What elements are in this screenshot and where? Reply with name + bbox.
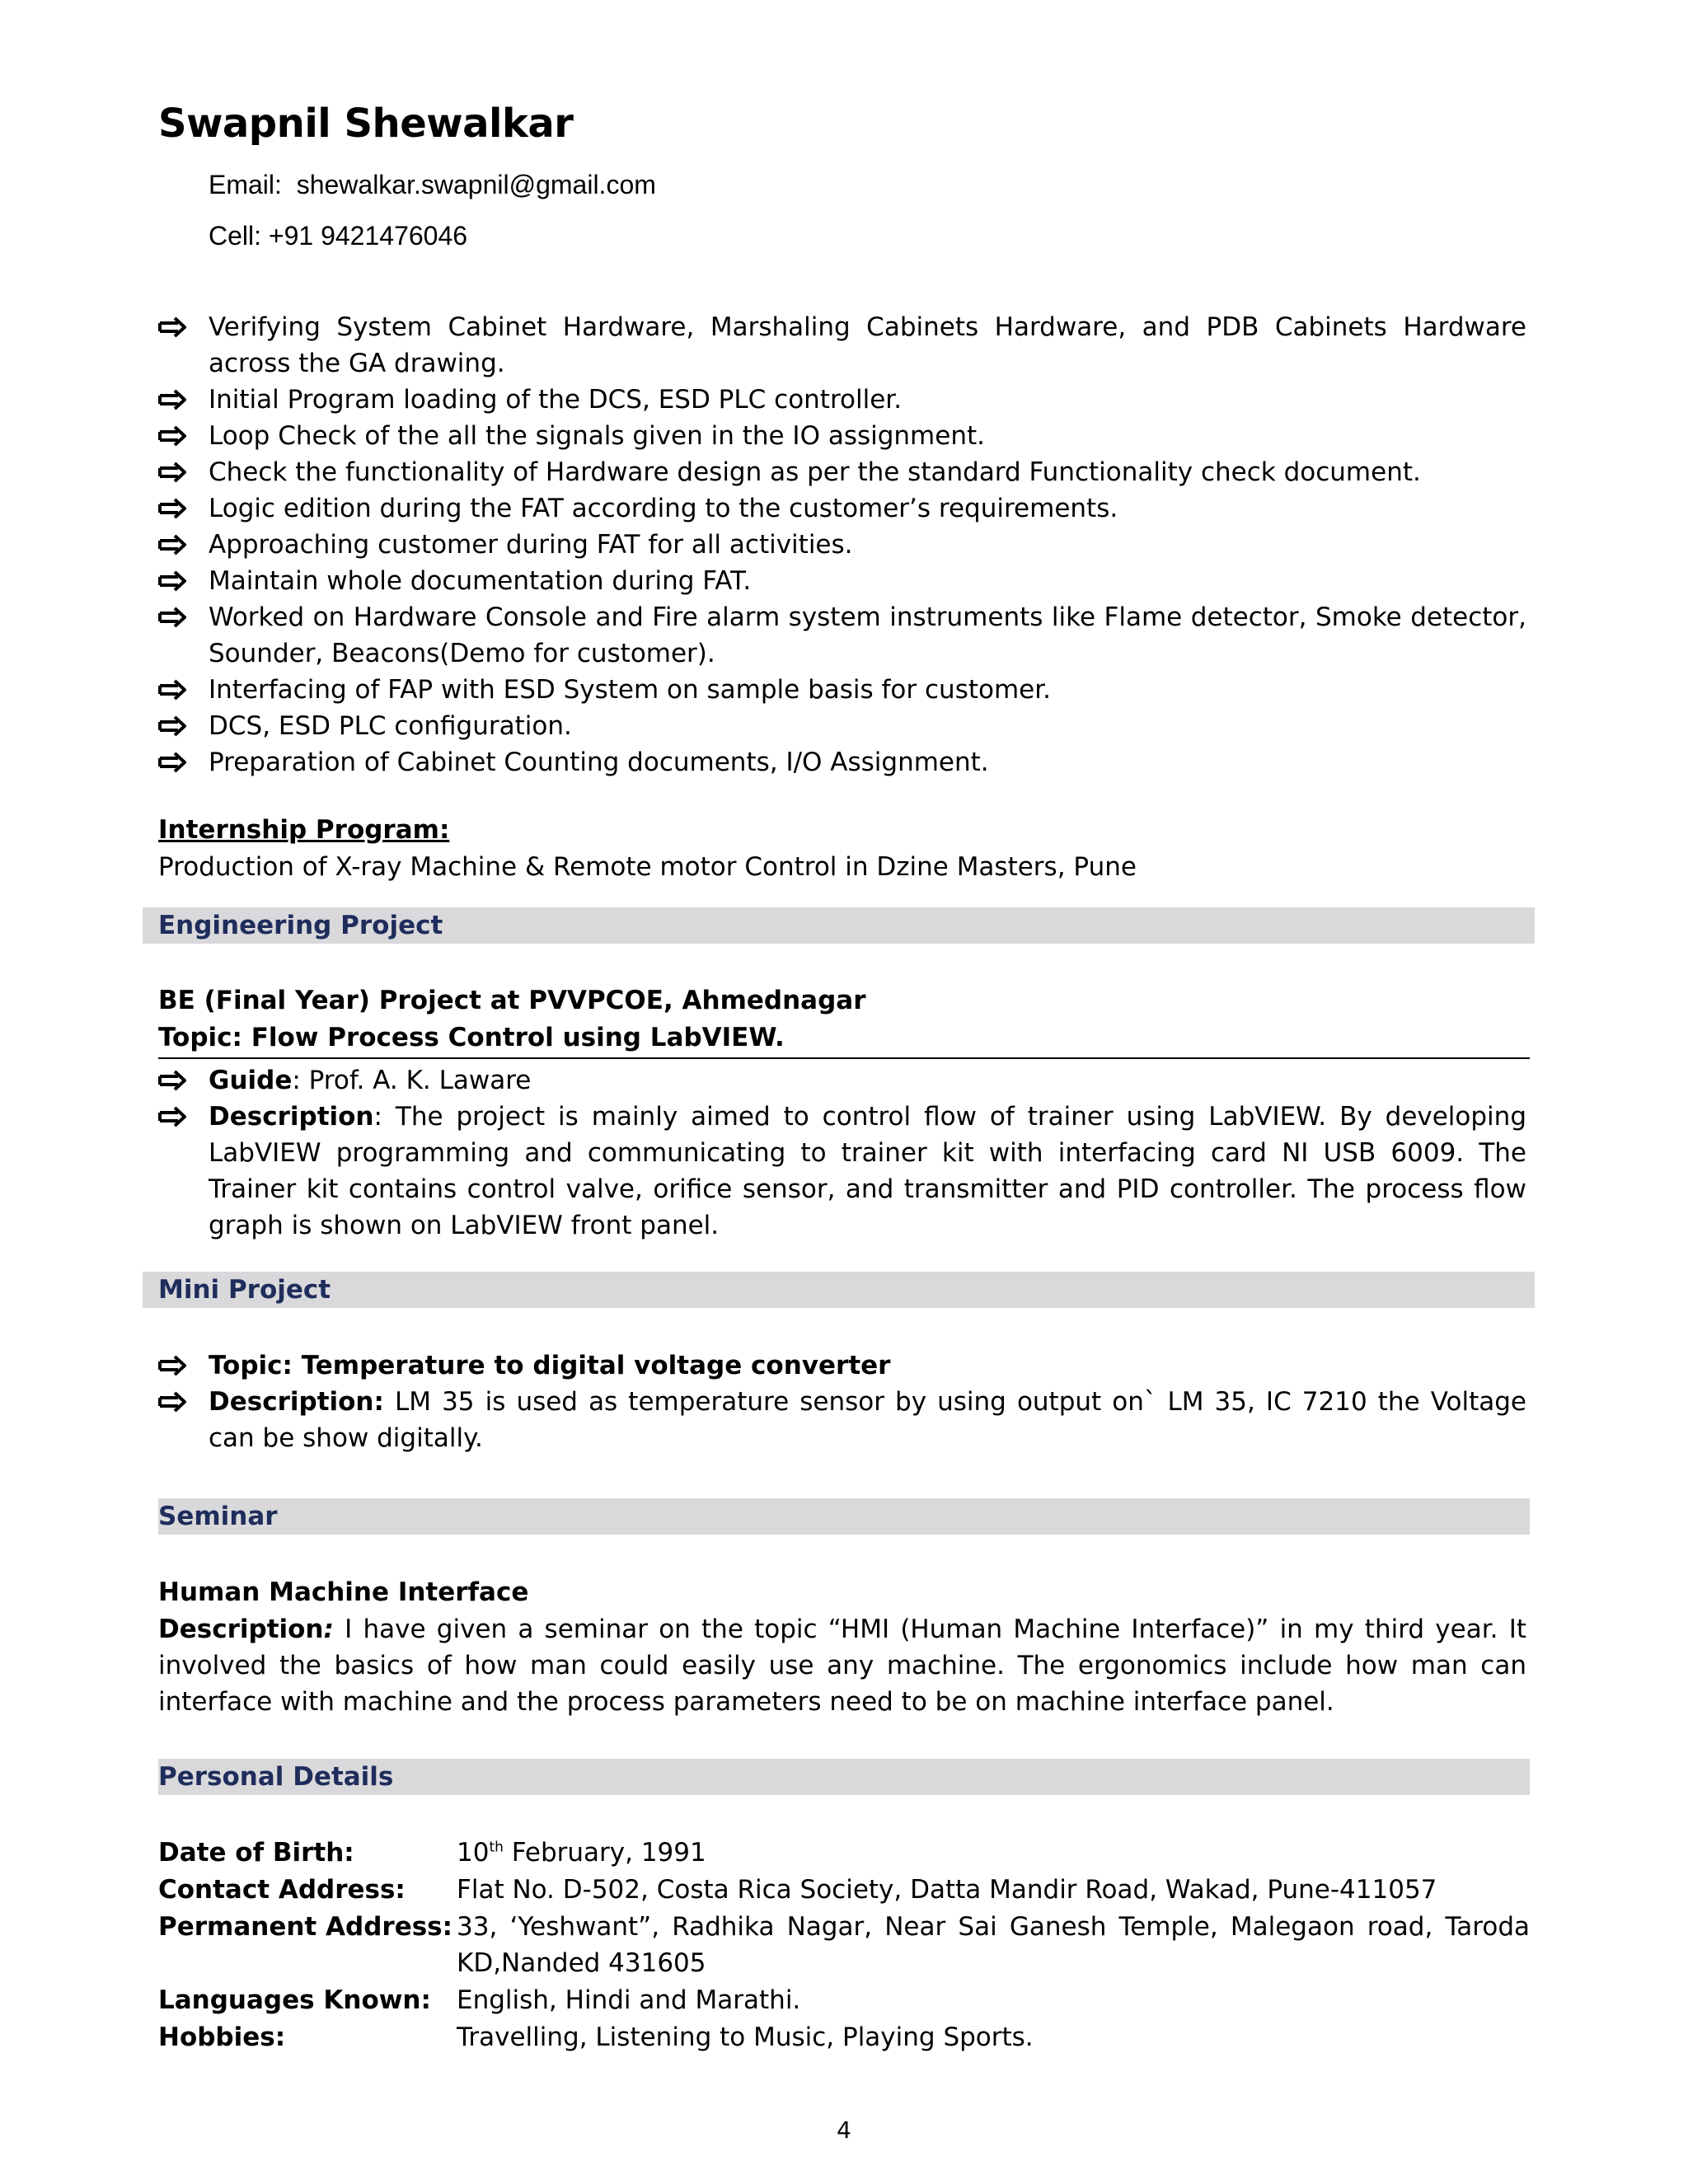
arrow-right-icon	[158, 527, 191, 563]
seminar-description	[158, 1611, 1526, 1720]
list-item: Worked on Hardware Console and Fire alarm system instruments like Flame detector, Smoke detector, Sounder, Beacons(Demo for customer).	[158, 599, 1526, 672]
hobbies-label: Hobbies:	[158, 2022, 286, 2052]
list-item: Initial Program loading of the DCS, ESD PLC controller.	[158, 382, 1526, 418]
detail-row-dob	[158, 1835, 1530, 1871]
languages-value: English, Hindi and Marathi.	[457, 1985, 801, 2015]
arrow-right-icon	[158, 708, 191, 744]
cell-line	[209, 221, 467, 251]
permanent-address-label: Permanent Address:	[158, 1912, 453, 1942]
dob-label: Date of Birth:	[158, 1838, 354, 1868]
email-label: Email:	[209, 170, 282, 199]
email-line	[209, 170, 656, 200]
description-label: Description	[158, 1615, 324, 1644]
description-label: Description	[209, 1102, 374, 1132]
section-band-seminar	[158, 1498, 1530, 1535]
list-item: Approaching customer during FAT for all activities.	[158, 527, 1526, 563]
mini-project-topic: Topic: Temperature to digital voltage converter	[209, 1351, 891, 1380]
arrow-right-icon	[158, 599, 191, 635]
project-title: BE (Final Year) Project at PVVPCOE, Ahmednagar	[158, 986, 866, 1015]
description-text: LM 35 is used as temperature sensor by using output on` LM 35, IC 7210 the Voltage can be show digitally.	[209, 1387, 1526, 1453]
description-label: Description:	[209, 1387, 384, 1417]
detail-row-contact-address	[158, 1872, 1530, 1908]
description-text: I have given a seminar on the topic “HMI (Human Machine Interface)” in my third year. It involved the basics of how man could easily use any machine. The ergonomics include how man can interface with machine and the process parameters need to be on machine interface panel.	[158, 1615, 1526, 1717]
internship-text: Production of X-ray Machine & Remote motor Control in Dzine Masters, Pune	[158, 852, 1137, 882]
guide-label: Guide	[209, 1066, 293, 1095]
arrow-right-icon	[158, 490, 191, 527]
section-title-engineering-project: Engineering Project	[158, 911, 443, 940]
cell-label: Cell:	[209, 221, 262, 251]
mini-project-bullets	[158, 1347, 1526, 1456]
description-colon: :	[323, 1615, 334, 1644]
project-topic: Topic: Flow Process Control using LabVIEW.	[158, 1023, 785, 1052]
contact-address-label: Contact Address:	[158, 1875, 406, 1905]
candidate-name: Swapnil Shewalkar	[158, 101, 574, 147]
internship-heading: Internship Program:	[158, 815, 450, 845]
list-item: Maintain whole documentation during FAT.	[158, 563, 1526, 599]
list-item	[158, 1347, 1526, 1384]
arrow-right-icon	[158, 563, 191, 599]
arrow-right-icon	[158, 454, 191, 490]
permanent-address-value: 33, ‘Yeshwant”, Radhika Nagar, Near Sai Ganesh Temple, Malegaon road, Taroda KD,Nanded 431605	[457, 1912, 1530, 1978]
divider	[158, 1057, 1530, 1059]
description-text: : The project is mainly aimed to control flow of trainer using LabVIEW. By developing LabVIEW programming and communicating to trainer kit with interfacing card NI USB 6009. The Trainer kit contains control valve, orifice sensor, and transmitter and PID controller. The process flow graph is shown on LabVIEW front panel.	[209, 1102, 1526, 1240]
detail-row-languages	[158, 1982, 1530, 2018]
experience-bullet-list	[158, 309, 1526, 780]
section-title-personal-details: Personal Details	[158, 1762, 394, 1792]
list-item: Preparation of Cabinet Counting documents, I/O Assignment.	[158, 744, 1526, 780]
arrow-right-icon	[158, 382, 191, 418]
arrow-right-icon	[158, 418, 191, 454]
arrow-right-icon	[158, 1099, 191, 1135]
detail-row-hobbies	[158, 2019, 1530, 2055]
list-item	[158, 1062, 1526, 1099]
arrow-right-icon	[158, 1347, 191, 1384]
page-number: 4	[837, 2116, 851, 2144]
list-item	[158, 1384, 1526, 1456]
arrow-right-icon	[158, 1384, 191, 1420]
guide-text: : Prof. A. K. Laware	[292, 1066, 532, 1095]
list-item: Verifying System Cabinet Hardware, Marshaling Cabinets Hardware, and PDB Cabinets Hardware across the GA drawing.	[158, 309, 1526, 382]
list-item: Interfacing of FAP with ESD System on sample basis for customer.	[158, 672, 1526, 708]
languages-label: Languages Known:	[158, 1985, 431, 2015]
arrow-right-icon	[158, 1062, 191, 1099]
engineering-project-bullets	[158, 1062, 1526, 1244]
section-title-seminar: Seminar	[158, 1502, 278, 1531]
cell-number: +91 9421476046	[268, 221, 468, 251]
hobbies-value: Travelling, Listening to Music, Playing Sports.	[457, 2022, 1034, 2052]
list-item: Check the functionality of Hardware design as per the standard Functionality check document.	[158, 454, 1526, 490]
seminar-title: Human Machine Interface	[158, 1577, 529, 1607]
section-band-mini-project	[143, 1272, 1535, 1308]
section-title-mini-project: Mini Project	[158, 1275, 331, 1305]
detail-row-permanent-address	[158, 1909, 1530, 1981]
list-item: DCS, ESD PLC configuration.	[158, 708, 1526, 744]
contact-address-value: Flat No. D-502, Costa Rica Society, Datta Mandir Road, Wakad, Pune-411057	[457, 1875, 1437, 1905]
email-address[interactable]: shewalkar.swapnil@gmail.com	[296, 170, 656, 199]
arrow-right-icon	[158, 309, 191, 345]
arrow-right-icon	[158, 744, 191, 780]
dob-value: 10th February, 1991	[457, 1838, 706, 1868]
list-item	[158, 1099, 1526, 1244]
list-item: Loop Check of the all the signals given in the IO assignment.	[158, 418, 1526, 454]
list-item: Logic edition during the FAT according to the customer’s requirements.	[158, 490, 1526, 527]
arrow-right-icon	[158, 672, 191, 708]
